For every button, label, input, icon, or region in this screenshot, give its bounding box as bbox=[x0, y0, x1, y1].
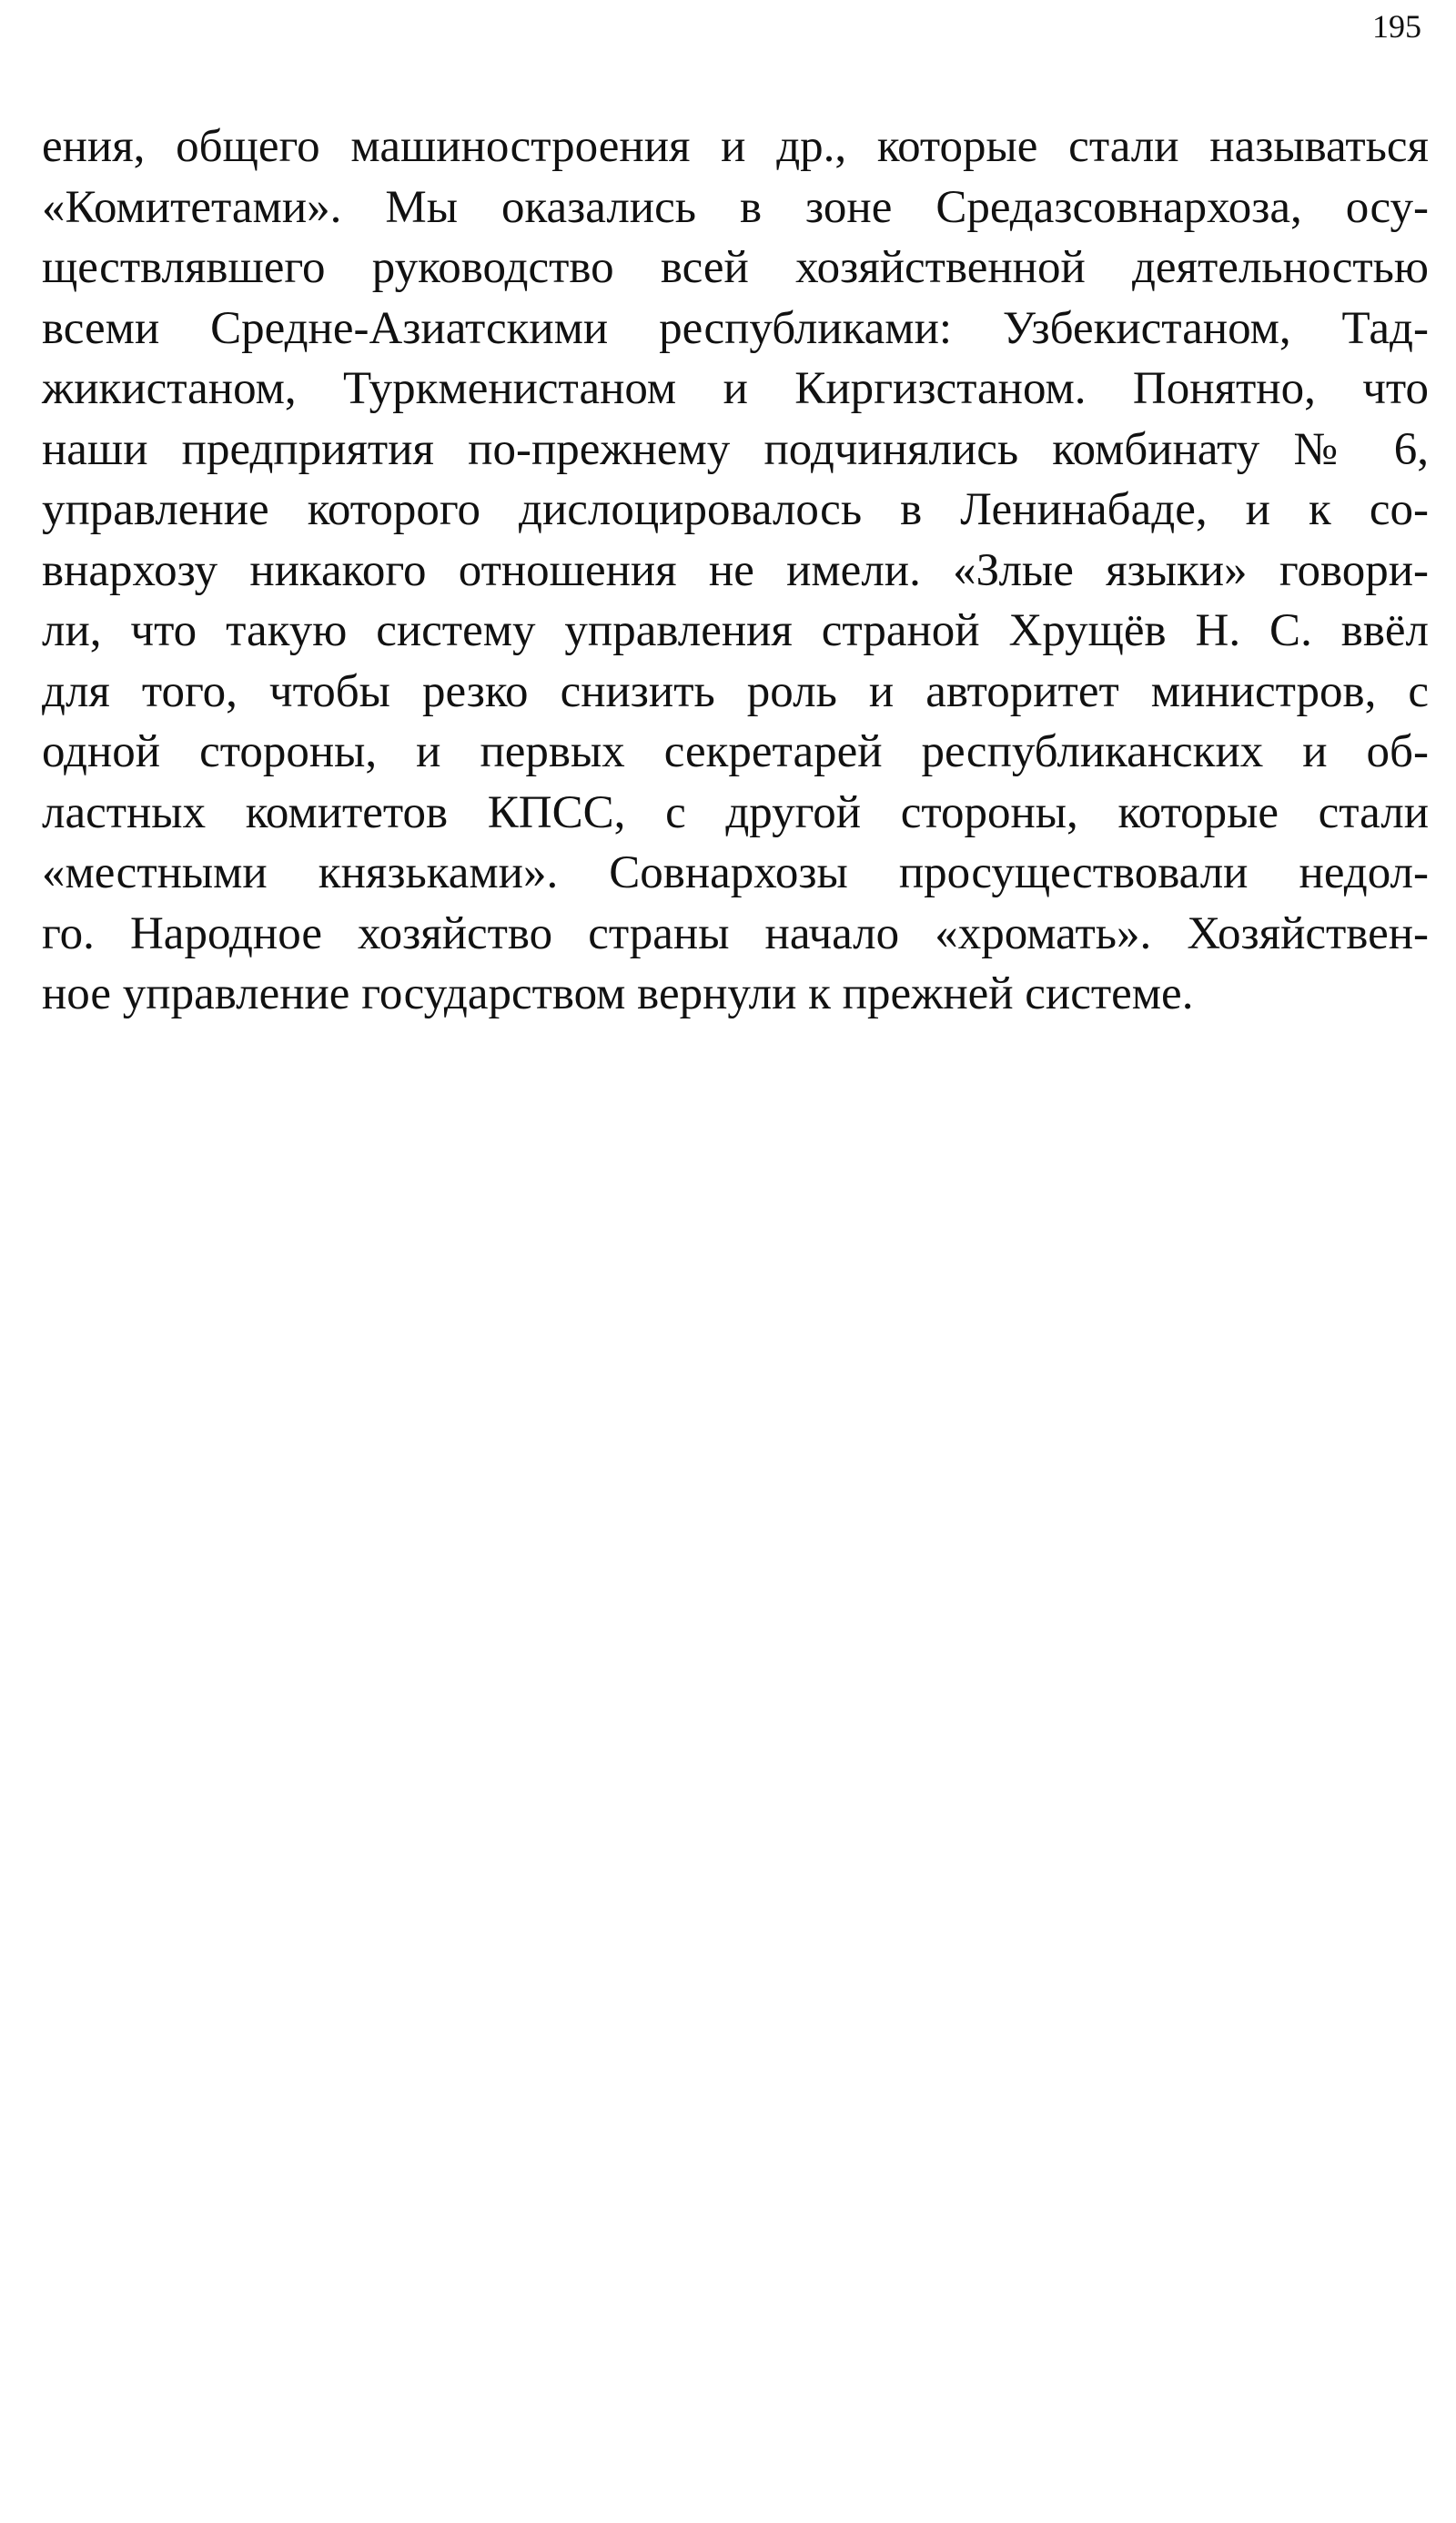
text-line: ластных комитетов КПСС, с другой стороны, которые стали bbox=[42, 786, 1429, 838]
text-line: управление которого дислоцировалось в Ленинабаде, и к со- bbox=[42, 484, 1429, 535]
text-line: ли, что такую систему управления страной Хрущёв Н. С. ввёл bbox=[42, 605, 1429, 656]
text-line: наши предприятия по-прежнему подчинялись комбинату № 6, bbox=[42, 423, 1429, 475]
text-line: для того, чтобы резко снизить роль и авторитет министров, с bbox=[42, 665, 1429, 717]
text-line: «местными князьками». Совнархозы просуществовали недол- bbox=[42, 847, 1429, 898]
text-line: ное управление государством вернули к прежней системе. bbox=[42, 968, 1194, 1019]
text-line: ществлявшего руководство всей хозяйственной деятельностью bbox=[42, 242, 1429, 293]
text-line: одной стороны, и первых секретарей республиканских и об- bbox=[42, 726, 1429, 777]
page-body-text bbox=[42, 117, 1429, 1025]
text-line: внархозу никакого отношения не имели. «Злые языки» говори- bbox=[42, 544, 1429, 596]
text-line: всеми Средне-Азиатскими республиками: Узбекистаном, Тад- bbox=[42, 302, 1429, 354]
text-line: ения, общего машиностроения и др., которые стали называться bbox=[42, 121, 1429, 172]
text-line: «Комитетами». Мы оказались в зоне Средазсовнархоза, осу- bbox=[42, 181, 1429, 233]
text-line: жикистаном, Туркменистаном и Киргизстаном. Понятно, что bbox=[42, 363, 1429, 414]
page-number: 195 bbox=[1372, 8, 1421, 45]
text-line: го. Народное хозяйство страны начало «хромать». Хозяйствен- bbox=[42, 907, 1429, 959]
